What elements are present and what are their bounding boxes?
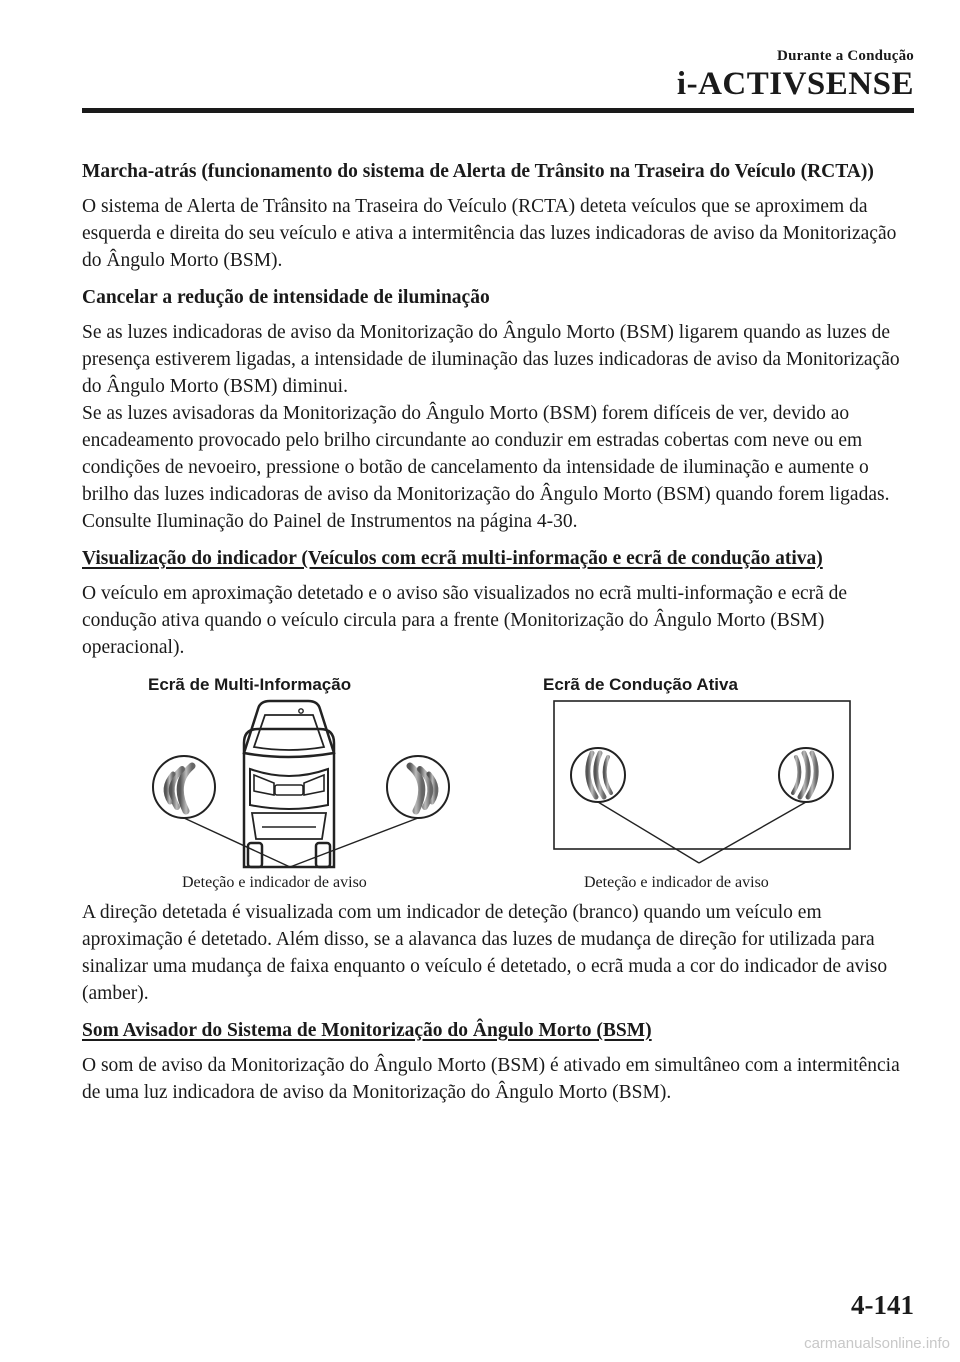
dim-paragraph-3: Consulte Iluminação do Painel de Instrumentos na página 4-30. xyxy=(82,511,578,532)
sound-paragraph: O som de aviso da Monitorização do Ângulo Morto (BSM) é ativado em simultâneo com a intermitência de uma luz indicadora de aviso da Monitorização do Ângulo Morto (BSM). xyxy=(82,1055,900,1103)
right-leader-lines xyxy=(598,802,806,863)
rcta-paragraph: O sistema de Alerta de Trânsito na Traseira do Veículo (RCTA) deteta veículos que se aproximem da esquerda e direita do seu veículo e ativa a intermitência das luzes indicadoras de aviso da Monitorização do Ângulo Morto (BSM). xyxy=(82,196,897,271)
page-number: 4-141 xyxy=(851,1290,914,1320)
display-paragraph: O veículo em aproximação detetado e o aviso são visualizados no ecrã multi-informação e ecrã de condução ativa quando o veículo circula para a frente (Monitorização do Ângulo Morto (BSM) operacional). xyxy=(82,583,848,658)
right-figure-caption: Deteção e indicador de aviso xyxy=(584,874,769,891)
after-figure-paragraph: A direção detetada é visualizada com um indicador de deteção (branco) quando um veículo em aproximação é detetado. Além disso, se a alavanca das luzes de mudança de direção for utilizada para sinalizar uma mudança de faixa enquanto o veículo é detetado, o ecrã muda a cor do indicador de aviso (amber). xyxy=(82,902,888,1004)
dim-paragraph-1: Se as luzes indicadoras de aviso da Monitorização do Ângulo Morto (BSM) ligarem quando as luzes de presença estiverem ligadas, a intensidade de iluminação das luzes indicadoras de aviso da Monitorização do Ângulo Morto (BSM) diminui. xyxy=(82,322,900,397)
header-divider xyxy=(82,108,914,113)
left-leader-lines xyxy=(184,818,418,867)
multi-info-display-title: Ecrã de Multi-Informação xyxy=(148,675,352,694)
left-figure-caption: Deteção e indicador de aviso xyxy=(182,874,367,891)
rcta-heading: Marcha-atrás (funcionamento do sistema de Alerta de Trânsito na Traseira do Veículo (RCTA)) xyxy=(82,161,874,182)
display-heading: Visualização do indicador (Veículos com ecrã multi-informação e ecrã de condução ativa) xyxy=(82,548,823,569)
chapter-title: i-ACTIVSENSE xyxy=(676,66,914,102)
active-driving-display-title: Ecrã de Condução Ativa xyxy=(543,675,738,694)
dim-cancel-heading: Cancelar a redução de intensidade de iluminação xyxy=(82,287,490,308)
right-warning-indicator-right xyxy=(779,748,833,802)
indicator-figure xyxy=(82,671,916,891)
right-warning-indicator-left xyxy=(571,748,625,802)
section-title: Durante a Condução xyxy=(777,48,914,64)
left-warning-indicator-left xyxy=(153,756,215,818)
watermark: carmanualsonline.info xyxy=(804,1335,950,1352)
sound-heading: Som Avisador do Sistema de Monitorização do Ângulo Morto (BSM) xyxy=(82,1020,652,1041)
left-warning-indicator-right xyxy=(387,756,449,818)
dim-cancel-paragraphs xyxy=(82,319,916,535)
indicator-illustration xyxy=(82,671,916,891)
dim-paragraph-2: Se as luzes avisadoras da Monitorização do Ângulo Morto (BSM) forem difíceis de ver, devido ao encadeamento provocado pelo brilho circundante ao conduzir em estradas cobertas com neve ou em condições de nevoeiro, pressione o botão de cancelamento da intensidade de iluminação e aumente o brilho das luzes indicadoras de aviso da Monitorização do Ângulo Morto (BSM) quando forem ligadas. xyxy=(82,403,890,505)
car-rear-icon xyxy=(244,701,334,867)
page-content xyxy=(82,158,916,1116)
